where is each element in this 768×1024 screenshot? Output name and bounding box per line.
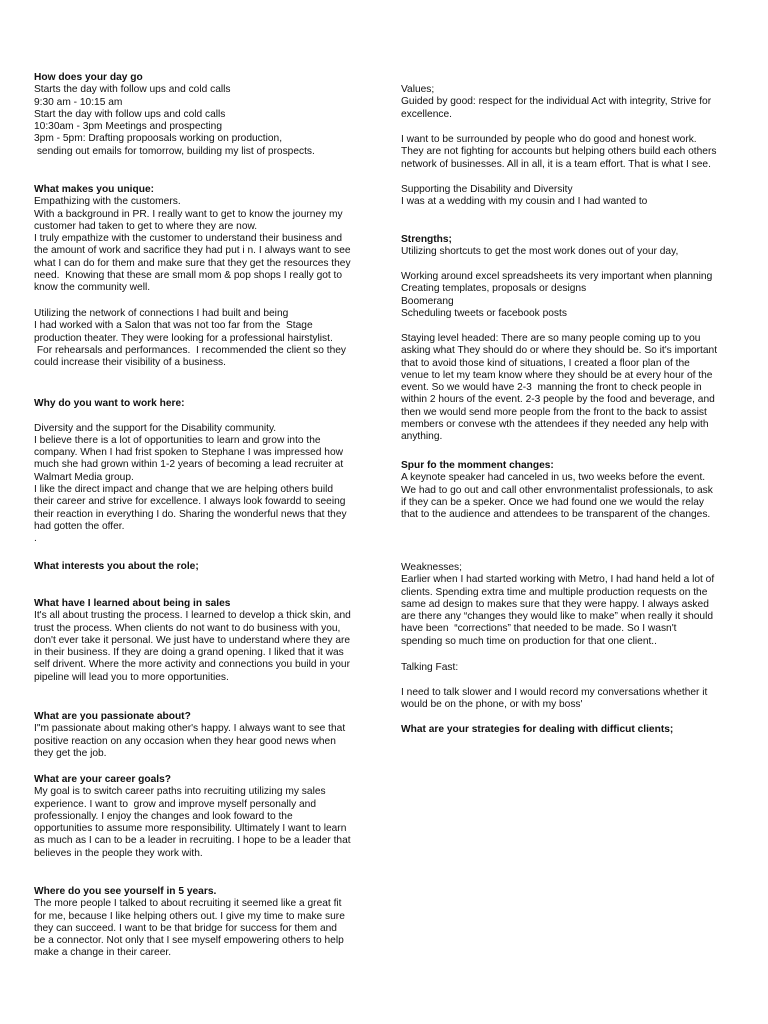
section-spur	[401, 460, 739, 521]
heading-five-years: Where do you see yourself in 5 years.	[34, 886, 217, 897]
text-line: Boomerang	[401, 295, 454, 307]
heading-goals: What are your career goals?	[34, 774, 172, 785]
text-line: that to the audience and attendees to be transparent of the changes.	[401, 509, 711, 521]
text-line: in their business. If they are doing a grand opening. I liked that it was	[34, 647, 344, 659]
text-line: Guided by good: respect for the individual Act with integrity, Strive for	[401, 96, 712, 108]
text-line: have been “corrections” that needed to be made. So I wasn't	[401, 623, 677, 635]
text-line: I want to be surrounded by people who do good and honest work.	[401, 134, 697, 145]
text-line: customer had taken to get to where they are now.	[34, 220, 258, 232]
text-line: I truly empathize with the customer to understand their business and	[34, 233, 343, 245]
spacer	[34, 410, 374, 422]
text-line: I like the direct impact and change that we are helping others build	[34, 484, 334, 496]
section-passionate	[34, 711, 374, 760]
text-line: need. Knowing that these are small mom & pop shops I really got to	[34, 270, 343, 282]
text-line: Talking Fast:	[401, 662, 459, 673]
text-line: I was at a wedding with my cousin and I had wanted to	[401, 196, 648, 208]
text-line: I"m passionate about making other's happy. I always want to see that	[34, 723, 346, 735]
section-goals	[34, 774, 374, 860]
text-line: Creating templates, proposals or designs	[401, 283, 587, 295]
text-line: 9:30 am - 10:15 am	[34, 96, 123, 108]
text-line: A keynote speaker had canceled in us, two weeks before the event.	[401, 472, 706, 484]
text-line: Scheduling tweets or facebook posts	[401, 307, 567, 319]
text-line: as much as I can to be a leader in recruiting. I hope to be a leader that	[34, 835, 351, 847]
text-line: anything.	[401, 431, 443, 443]
text-line: members or convese wth the attendees if they needed any help with	[401, 419, 709, 431]
text-line: the amount of work and sacrifice they had put i n. I always want to see	[34, 245, 351, 257]
text-line: We had to go out and call other envronmentalist professionals, to ask	[401, 484, 713, 496]
text-line: trust the process. When clients do not want to do business with you,	[34, 622, 341, 634]
section-unique	[34, 184, 374, 295]
heading-unique: What makes you unique:	[34, 184, 155, 195]
text-line: production theater. They were looking for a professional hairstylist.	[34, 332, 333, 344]
text-line: if they can be a speker. Once we had found one we would the relay	[401, 496, 704, 508]
text-line: then we would send more people from the front to the back to assist	[401, 406, 707, 418]
section-strengths-3	[401, 333, 739, 444]
heading-interests: What interests you about the role;	[34, 561, 199, 572]
section-day	[34, 72, 374, 158]
text-line: professionally. I enjoy the changes and look foward to the	[34, 810, 293, 822]
text-line: opportunities to assume more responsibility. Ultimately I want to learn	[34, 823, 347, 835]
text-line: Diversity and the support for the Disability community.	[34, 422, 277, 434]
text-line: Utilizing shortcuts to get the most work dones out of your day,	[401, 246, 679, 258]
heading-why: Why do you want to work here:	[34, 398, 185, 409]
text-line: pipeline will lead you to more opportunities.	[34, 671, 229, 683]
section-network	[34, 308, 374, 369]
section-values-3	[401, 184, 739, 209]
text-line: Start the day with follow ups and cold calls	[34, 108, 226, 120]
section-why	[34, 398, 374, 546]
section-strengths-2	[401, 271, 739, 320]
section-interests	[34, 561, 374, 573]
text-line: don't ever take it personal. We just have to understand where they are	[34, 634, 351, 646]
heading-spur: Spur fo the momment changes:	[401, 460, 554, 471]
text-line: could increase their visibility of a business.	[34, 357, 226, 369]
text-line: they can succeed. I want to be that bridge for success for them and	[34, 922, 337, 934]
text-line: .	[34, 533, 37, 545]
section-five-years	[34, 886, 374, 960]
text-line: They are not fighting for accounts but helping others build each others	[401, 146, 717, 158]
section-talking-2	[401, 687, 739, 712]
section-strategies	[401, 724, 739, 736]
section-weaknesses	[401, 562, 739, 648]
text-line: experience. I want to grow and improve myself personally and	[34, 798, 316, 810]
text-line: know the community well.	[34, 282, 151, 294]
heading-strategies: What are your strategies for dealing with difficut clients;	[401, 724, 674, 735]
text-line: for me, because I like helping others out. I give my time to make sure	[34, 910, 345, 922]
text-line: self drivent. Where the more activity and connections you build in your	[34, 659, 350, 671]
text-line: positive reaction on any occasion when they hear good news when	[34, 735, 336, 747]
text-line: their reaction in everything I do. Sharing the wonderful news that they	[34, 508, 347, 520]
text-line: The more people I talked to about recruiting it seemed like a great fit	[34, 898, 342, 910]
text-line: spending so much time on production for that one client..	[401, 635, 657, 647]
text-line: Working around excel spreadsheets its very important when planning	[401, 271, 713, 282]
text-line: same ad design to makes sure that they were happy. I always asked	[401, 598, 709, 610]
text-line: excellence.	[401, 108, 452, 120]
text-line: sending out emails for tomorrow, building my list of prospects.	[34, 145, 315, 157]
text-line: 3pm - 5pm: Drafting propoosals working on production,	[34, 133, 283, 145]
text-line: 10:30am - 3pm Meetings and prospecting	[34, 121, 223, 133]
section-strengths	[401, 234, 739, 259]
text-line: had gotten the offer.	[34, 520, 125, 532]
text-line: Walmart Media group.	[34, 471, 134, 483]
text-line: much she had grown within 1-2 years of becoming a lead recruiter at	[34, 459, 344, 471]
text-line: Utilizing the network of connections I had built and being	[34, 308, 289, 319]
text-line: asking what They should do or where they should be. So it's important	[401, 345, 718, 357]
section-learned	[34, 598, 374, 684]
text-line: be a connector. Not only that I see myself empowering others to help	[34, 935, 344, 947]
text-line: Supporting the Disability and Diversity	[401, 184, 573, 195]
text-line: company. When I had frist spoken to Stephane I was impressed how	[34, 447, 343, 459]
text-line: network of businesses. All in all, it is a team effort. That is what I see.	[401, 158, 711, 170]
text-line: venue to let my team know where they should be at every hour of the	[401, 369, 713, 381]
text-line: within 2 hours of the event. 2-3 people by the food and beverage, and	[401, 394, 715, 406]
text-line: For rehearsals and performances. I recommended the client so they	[34, 344, 347, 356]
text-line: I believe there is a lot of opportunities to learn and grow into the	[34, 434, 321, 446]
text-line: they get the job.	[34, 747, 107, 759]
text-line: I had worked with a Salon that was not too far from the Stage	[34, 320, 313, 332]
text-line: what I can do for them and make sure that they get the resources they	[34, 257, 351, 269]
text-line: event. So we would have 2-3 manning the front to check people in	[401, 382, 702, 394]
text-line: Earlier when I had started working with Metro, I had hand held a lot of	[401, 574, 715, 586]
text-line: would be on the phone, or with my boss'	[401, 699, 583, 711]
heading-passionate: What are you passionate about?	[34, 711, 191, 722]
text-line: With a background in PR. I really want to get to know the journey my	[34, 208, 343, 220]
section-values	[401, 84, 739, 121]
text-line: It's all about trusting the process. I learned to develop a thick skin, and	[34, 610, 351, 622]
text-line: clients. Spending extra time and multiple production requests on the	[401, 586, 708, 598]
text-line: Staying level headed: There are so many people coming up to you	[401, 333, 701, 344]
text-line: My goal is to switch career paths into recruiting utilizing my sales	[34, 786, 326, 798]
heading-day: How does your day go	[34, 72, 143, 83]
text-line: I need to talk slower and I would record my conversations whether it	[401, 687, 708, 698]
text-line: make a change in their career.	[34, 947, 172, 959]
heading-learned: What have I learned about being in sales	[34, 598, 231, 609]
text-line: their career and strive for excellence. I always look fowardd to seeing	[34, 496, 346, 508]
text-line: that to avoid those kind of situations, I created a floor plan of the	[401, 357, 690, 369]
section-talking	[401, 662, 739, 674]
text-line: Starts the day with follow ups and cold calls	[34, 84, 231, 96]
text-line: are there any “changes they would like to make” when really it should	[401, 611, 714, 623]
text-line: Weaknesses;	[401, 562, 462, 573]
text-line: Values;	[401, 84, 435, 95]
heading-strengths: Strengths;	[401, 234, 452, 245]
section-values-2	[401, 134, 739, 171]
text-line: Empathizing with the customers.	[34, 196, 181, 208]
text-line: believes in the people they work with.	[34, 847, 203, 859]
